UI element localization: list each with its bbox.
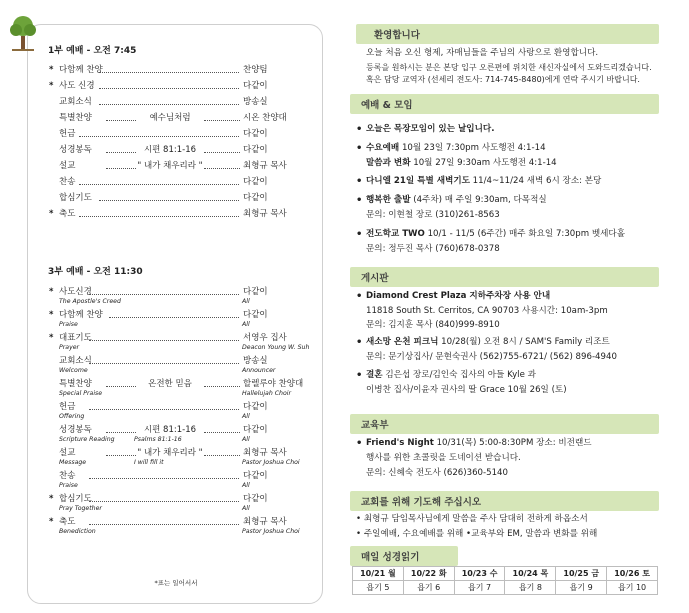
board-line	[366, 368, 536, 383]
prayer-line1-text: 최형규 담임목사님에게 말씀을 주사 담대히 전하게 하옵소서	[363, 514, 588, 524]
leader-dots	[79, 184, 239, 185]
worship-line	[366, 193, 547, 208]
education-line	[366, 466, 508, 481]
reading-chapter: 욥기 10	[607, 581, 658, 595]
standing-marker: *	[49, 333, 54, 343]
order-leader-english: Hallelujah Choir	[242, 390, 292, 397]
order-detail: " 내가 채우리라 "	[137, 448, 203, 458]
reading-date: 10/26 토	[607, 567, 658, 581]
worship-line-text: 10/1 - 11/5 (6주간) 매주 화요일 7:30pm 벳세다홀	[424, 229, 626, 239]
order-label: 헌금	[59, 402, 76, 412]
bullet-marker: •	[356, 337, 363, 348]
order-leader-english: All	[242, 298, 250, 305]
order-leader: 다같이	[243, 177, 268, 187]
order-detail-english: I will fill it	[134, 459, 164, 466]
order-leader: 최형규 목사	[243, 161, 287, 171]
standing-marker: *	[49, 287, 54, 297]
order-label: 찬송	[59, 471, 76, 481]
order-label-english: Prayer	[59, 344, 80, 351]
order-label: 합심기도	[59, 494, 92, 504]
order-leader: 다같이	[243, 145, 268, 155]
order-label: 설교	[59, 448, 76, 458]
leader-dots	[99, 104, 239, 105]
board-line-text: 김은섭 장로/김인숙 집사의 아들 Kyle 과	[382, 370, 536, 380]
reading-chapter: 욥기 6	[403, 581, 454, 595]
service3-subrow	[28, 320, 324, 329]
order-label: 특별찬양	[59, 379, 92, 389]
bullet-marker: •	[356, 124, 363, 135]
service3-subrow	[28, 297, 324, 306]
worship-line	[366, 156, 557, 171]
order-detail: 시편 81:1-16	[143, 145, 197, 155]
order-label: 찬송	[59, 177, 76, 187]
order-leader: 방송실	[243, 356, 268, 366]
worship-line	[366, 141, 546, 156]
order-label: 다함께 찬양	[59, 310, 103, 320]
welcome-line1: 오늘 처음 오신 형제, 자매님들을 주님의 사랑으로 환영합니다.	[366, 48, 599, 58]
readings-table	[352, 566, 658, 595]
education-banner	[350, 414, 659, 434]
education-heading: 교육부	[361, 420, 389, 431]
service3-subrow	[28, 481, 324, 490]
welcome-heading: 환영합니다	[374, 30, 420, 41]
worship-line-bold: 행복한 출발	[366, 195, 411, 205]
readings-heading: 매일 성경읽기	[361, 552, 420, 563]
leader-dots	[204, 120, 240, 121]
order-detail-english: Psalms 81:1-16	[134, 436, 182, 443]
board-line	[366, 318, 500, 333]
prayer-heading: 교회를 위해 기도해 주십시오	[361, 497, 482, 508]
readings-banner	[350, 546, 458, 566]
leader-dots	[89, 524, 239, 525]
education-line-text: 문의: 신혜숙 전도사 (626)360-5140	[366, 468, 508, 478]
service1-row	[28, 144, 324, 156]
worship-line	[366, 174, 601, 189]
leader-dots	[89, 409, 239, 410]
order-leader-english: All	[242, 505, 250, 512]
welcome-line2: 등록을 원하시는 분은 본당 입구 오른편에 위치한 새신자실에서 도와드리겠습니다.	[366, 63, 652, 72]
order-leader: 할렐루야 찬양대	[243, 379, 304, 389]
order-label: 대표기도	[59, 333, 92, 343]
welcome-line3: 혹은 담당 교역자 (선세리 전도사: 714-745-8480)에게 연락 주시기 바랍니다.	[366, 75, 640, 84]
order-leader: 방송실	[243, 97, 268, 107]
reading-chapter: 욥기 9	[556, 581, 607, 595]
welcome-banner	[356, 24, 659, 44]
order-label: 사도신경	[59, 287, 92, 297]
service1-row	[28, 64, 324, 76]
leader-dots	[109, 317, 239, 318]
board-line-text: 이병찬 집사/이윤자 권사의 딸 Grace 10월 26일 (토)	[366, 385, 567, 395]
education-line-bold: Friend's Night	[366, 438, 434, 448]
order-leader: 최형규 목사	[243, 209, 287, 219]
order-label: 축도	[59, 517, 76, 527]
worship-line	[366, 122, 494, 137]
service3-subrow	[28, 412, 324, 421]
order-leader: 다같이	[243, 129, 268, 139]
leader-dots	[204, 455, 240, 456]
order-leader: 다같이	[243, 310, 268, 320]
order-leader: 다같이	[243, 193, 268, 203]
service1-title: 1부 예배 - 오전 7:45	[48, 46, 137, 56]
order-label: 특별찬양	[59, 113, 92, 123]
order-leader: 다같이	[243, 287, 268, 297]
board-line	[366, 383, 567, 398]
reading-chapter: 욥기 7	[454, 581, 505, 595]
order-label: 교회소식	[59, 356, 92, 366]
board-line-bold: 결혼	[366, 370, 383, 380]
order-leader-english: Announcer	[242, 367, 276, 374]
order-leader: 다같이	[243, 425, 268, 435]
service3-title: 3부 예배 - 오전 11:30	[48, 267, 143, 277]
leader-dots	[99, 72, 239, 73]
worship-line-text: 문의: 정두진 목사 (760)678-0378	[366, 244, 500, 254]
standing-marker: *	[49, 310, 54, 320]
order-label: 축도	[59, 209, 76, 219]
prayer-line1: • 최형규 담임목사님에게 말씀을 주사 담대히 전하게 하옵소서	[356, 514, 588, 524]
bullet-marker: •	[356, 438, 363, 449]
worship-line-text: (4주차) 매 주일 9:30am, 다목적실	[410, 195, 547, 205]
order-leader: 서영우 집사	[243, 333, 287, 343]
board-line-text: 문의: 김지훈 목사 (840)999-8910	[366, 320, 500, 330]
bullet-marker: •	[356, 195, 363, 206]
leader-dots	[204, 152, 240, 153]
bullet-marker: •	[356, 176, 363, 187]
reading-date: 10/23 수	[454, 567, 505, 581]
order-detail: 시편 81:1-16	[143, 425, 197, 435]
worship-banner	[350, 94, 659, 114]
standing-marker: *	[49, 209, 54, 219]
leader-dots	[89, 363, 239, 364]
order-leader: 다같이	[243, 81, 268, 91]
readings-dates-row	[353, 567, 658, 581]
worship-line-bold: 전도학교 TWO	[366, 229, 425, 239]
order-label-english: Message	[59, 459, 87, 466]
service1-row	[28, 112, 324, 124]
order-leader-english: All	[242, 413, 250, 420]
worship-line-text: 10월 23일 7:30pm 사도행전 4:1-14	[399, 143, 546, 153]
education-line-text: 10/31(목) 5:00-8:30PM 장소: 비전랜드	[433, 438, 592, 448]
worship-line-text: 11/4~11/24 새벽 6시 장소: 본당	[469, 176, 602, 186]
service3-subrow	[28, 458, 324, 467]
order-leader-english: Pastor Joshua Choi	[242, 459, 300, 466]
order-label: 헌금	[59, 129, 76, 139]
order-of-worship-card	[27, 24, 323, 604]
service1-row	[28, 160, 324, 172]
order-label: 다함께 찬양	[59, 65, 103, 75]
order-detail: " 내가 채우리라 "	[137, 161, 203, 171]
readings-chapters-row	[353, 581, 658, 595]
bullet-marker: •	[356, 229, 363, 240]
board-line-bold: Diamond Crest Plaza 지하주차장 사용 안내	[366, 291, 551, 301]
order-leader: 시온 찬양대	[243, 113, 287, 123]
prayer-banner	[350, 491, 659, 511]
education-line-text: 행사를 위한 초콜릿을 도네이션 받습니다.	[366, 453, 521, 463]
service1-row	[28, 80, 324, 92]
bullet-marker: •	[356, 370, 363, 381]
leader-dots	[89, 501, 239, 502]
order-leader: 최형규 목사	[243, 517, 287, 527]
order-label-english: Pray Together	[59, 505, 102, 512]
reading-date: 10/24 목	[505, 567, 556, 581]
leader-dots	[204, 168, 240, 169]
leader-dots	[89, 294, 239, 295]
order-leader-english: All	[242, 436, 250, 443]
leader-dots	[204, 386, 240, 387]
worship-heading: 예배 & 모임	[361, 100, 413, 111]
service1-row	[28, 96, 324, 108]
order-leader: 찬양팀	[243, 65, 268, 75]
order-leader-english: All	[242, 482, 250, 489]
leader-dots	[204, 432, 240, 433]
leader-dots	[79, 216, 239, 217]
footnote: *표는 일어서서	[154, 579, 198, 587]
order-label: 사도 신경	[59, 81, 95, 91]
worship-line-bold: 수요예배	[366, 143, 400, 153]
order-label: 합심기도	[59, 193, 92, 203]
reading-date: 10/22 화	[403, 567, 454, 581]
order-label-english: Welcome	[59, 367, 88, 374]
order-label-english: The Apostle's Creed	[59, 298, 121, 305]
order-detail: 온전한 믿음	[148, 379, 192, 389]
service3-subrow	[28, 366, 324, 375]
board-line-text: 문의: 문기상집사/ 문현숙권사 (562)755-6721/ (562) 896-4940	[366, 352, 617, 362]
order-label-english: Praise	[59, 321, 78, 328]
order-leader: 다같이	[243, 402, 268, 412]
order-label-english: Special Praise	[59, 390, 103, 397]
service3-subrow	[28, 527, 324, 536]
board-heading: 게시판	[361, 273, 389, 284]
tree-icon	[8, 14, 38, 52]
reading-chapter: 욥기 8	[505, 581, 556, 595]
service3-subrow	[28, 389, 324, 398]
worship-line-bold: 말씀과 변화	[366, 158, 411, 168]
standing-marker: *	[49, 494, 54, 504]
worship-line-bold: 다니엘 21일 특별 새벽기도	[366, 176, 470, 186]
reading-date: 10/25 금	[556, 567, 607, 581]
order-leader-english: Deacon Young W. Suh	[242, 344, 310, 351]
service3-subrow	[28, 435, 324, 444]
order-label-english: Praise	[59, 482, 78, 489]
board-line-text: 10/28(월) 오전 8시 / SAM'S Family 리조트	[438, 337, 610, 347]
standing-marker: *	[49, 517, 54, 527]
board-banner	[350, 267, 659, 287]
order-leader-english: Pastor Joshua Choi	[242, 528, 300, 535]
service3-subrow	[28, 343, 324, 352]
worship-line	[366, 242, 500, 257]
service3-subrow	[28, 504, 324, 513]
leader-dots	[99, 200, 239, 201]
leader-dots	[99, 88, 239, 89]
order-leader: 최형규 목사	[243, 448, 287, 458]
leader-dots	[89, 478, 239, 479]
order-label: 설교	[59, 161, 76, 171]
worship-line-text: 10월 27일 9:30am 사도행전 4:1-14	[410, 158, 557, 168]
board-line	[366, 335, 610, 350]
order-label: 교회소식	[59, 97, 92, 107]
standing-marker: *	[49, 65, 54, 75]
service1-row	[28, 176, 324, 188]
board-line	[366, 350, 617, 365]
worship-line-bold: 오늘은 목장모임이 있는 날입니다.	[366, 124, 495, 134]
worship-line	[366, 208, 500, 223]
bullet-marker: •	[356, 143, 363, 154]
service1-row	[28, 208, 324, 220]
board-line-bold: 새소망 온천 피크닉	[366, 337, 439, 347]
order-leader: 다같이	[243, 494, 268, 504]
board-line	[366, 289, 550, 304]
worship-line	[366, 227, 625, 242]
order-detail: 예수님처럼	[149, 113, 191, 123]
order-label-english: Offering	[59, 413, 85, 420]
prayer-line2-text: 주일예배, 수요예배를 위해 •교육부와 EM, 말씀과 변화를 위해	[363, 529, 598, 539]
leader-dots	[79, 136, 239, 137]
reading-chapter: 욥기 5	[353, 581, 404, 595]
education-line	[366, 451, 521, 466]
order-leader: 다같이	[243, 471, 268, 481]
service1-row	[28, 128, 324, 140]
worship-line-text: 문의: 이현철 장로 (310)261-8563	[366, 210, 500, 220]
order-leader-english: All	[242, 321, 250, 328]
order-label-english: Benediction	[59, 528, 96, 535]
leader-dots	[89, 340, 239, 341]
standing-marker: *	[49, 81, 54, 91]
board-line-text: 11818 South St. Cerritos, CA 90703 사용시간: 10am-3pm	[366, 306, 608, 316]
bullet-marker: •	[356, 291, 363, 302]
prayer-line2: • 주일예배, 수요예배를 위해 •교육부와 EM, 말씀과 변화를 위해	[356, 529, 598, 539]
order-label: 성경봉독	[59, 425, 92, 435]
board-line	[366, 304, 608, 319]
service1-row	[28, 192, 324, 204]
order-label-english: Scripture Reading	[59, 436, 115, 443]
order-label: 성경봉독	[59, 145, 92, 155]
reading-date: 10/21 월	[353, 567, 404, 581]
education-line	[366, 436, 592, 451]
